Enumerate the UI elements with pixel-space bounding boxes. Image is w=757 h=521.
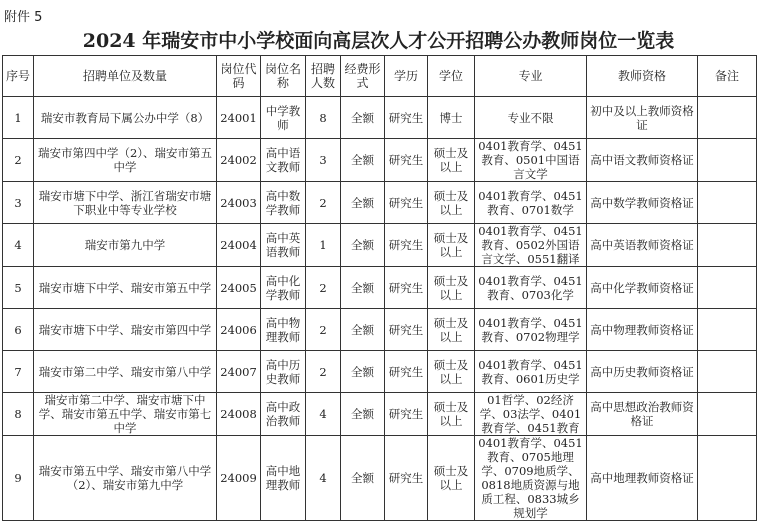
cell-certificate: 高中数学教师资格证 <box>587 182 698 224</box>
cell-certificate: 高中物理教师资格证 <box>587 309 698 351</box>
header-seq: 序号 <box>3 56 34 97</box>
cell-position: 中学教师 <box>261 97 306 139</box>
cell-code: 24007 <box>217 351 261 393</box>
cell-count: 2 <box>306 351 341 393</box>
cell-seq: 8 <box>3 393 34 436</box>
cell-education: 研究生 <box>385 182 428 224</box>
cell-unit: 瑞安市第二中学、瑞安市塘下中学、瑞安市第五中学、瑞安市第七中学 <box>34 393 217 436</box>
header-certificate: 教师资格 <box>587 56 698 97</box>
cell-code: 24002 <box>217 139 261 182</box>
cell-education: 研究生 <box>385 393 428 436</box>
cell-count: 2 <box>306 182 341 224</box>
cell-count: 8 <box>306 97 341 139</box>
cell-major: 0401教育学、0451教育、0501中国语言文学 <box>475 139 587 182</box>
cell-major: 0401教育学、0451教育、0703化学 <box>475 267 587 309</box>
cell-unit: 瑞安市第四中学（2）、瑞安市第五中学 <box>34 139 217 182</box>
cell-code: 24006 <box>217 309 261 351</box>
table-row <box>3 267 757 309</box>
cell-remarks <box>698 309 757 351</box>
cell-certificate: 高中思想政治教师资格证 <box>587 393 698 436</box>
table-row <box>3 309 757 351</box>
table-row <box>3 182 757 224</box>
cell-major: 0401教育学、0451教育、0702物理学 <box>475 309 587 351</box>
cell-major: 01哲学、02经济学、03法学、0401教育学、0451教育 <box>475 393 587 436</box>
cell-unit: 瑞安市第二中学、瑞安市第八中学 <box>34 351 217 393</box>
cell-count: 3 <box>306 139 341 182</box>
table-row <box>3 97 757 139</box>
cell-remarks <box>698 436 757 521</box>
cell-code: 24005 <box>217 267 261 309</box>
cell-unit: 瑞安市教育局下属公办中学（8） <box>34 97 217 139</box>
cell-position: 高中政治教师 <box>261 393 306 436</box>
cell-degree: 硕士及以上 <box>428 351 475 393</box>
cell-degree: 硕士及以上 <box>428 224 475 267</box>
cell-remarks <box>698 139 757 182</box>
cell-position: 高中化学教师 <box>261 267 306 309</box>
cell-seq: 5 <box>3 267 34 309</box>
cell-remarks <box>698 97 757 139</box>
cell-count: 2 <box>306 267 341 309</box>
cell-position: 高中物理教师 <box>261 309 306 351</box>
header-funding: 经费形式 <box>341 56 385 97</box>
cell-education: 研究生 <box>385 97 428 139</box>
cell-unit: 瑞安市第九中学 <box>34 224 217 267</box>
cell-code: 24009 <box>217 436 261 521</box>
header-count: 招聘人数 <box>306 56 341 97</box>
cell-education: 研究生 <box>385 139 428 182</box>
cell-education: 研究生 <box>385 351 428 393</box>
cell-remarks <box>698 182 757 224</box>
cell-degree: 硕士及以上 <box>428 436 475 521</box>
cell-unit: 瑞安市第五中学、瑞安市第八中学（2）、瑞安市第九中学 <box>34 436 217 521</box>
cell-position: 高中历史教师 <box>261 351 306 393</box>
cell-funding: 全额 <box>341 224 385 267</box>
cell-position: 高中数学教师 <box>261 182 306 224</box>
positions-table <box>2 55 757 521</box>
cell-position: 高中语文教师 <box>261 139 306 182</box>
cell-remarks <box>698 351 757 393</box>
cell-position: 高中地理教师 <box>261 436 306 521</box>
cell-degree: 硕士及以上 <box>428 309 475 351</box>
cell-remarks <box>698 393 757 436</box>
cell-count: 4 <box>306 393 341 436</box>
page-title: 2024 年瑞安市中小学校面向高层次人才公开招聘公办教师岗位一览表 <box>82 30 675 52</box>
cell-seq: 3 <box>3 182 34 224</box>
cell-seq: 7 <box>3 351 34 393</box>
cell-education: 研究生 <box>385 224 428 267</box>
header-remarks: 备注 <box>698 56 757 97</box>
cell-degree: 硕士及以上 <box>428 393 475 436</box>
table-row <box>3 224 757 267</box>
cell-seq: 4 <box>3 224 34 267</box>
cell-unit: 瑞安市塘下中学、瑞安市第四中学 <box>34 309 217 351</box>
cell-certificate: 高中语文教师资格证 <box>587 139 698 182</box>
cell-certificate: 高中地理教师资格证 <box>587 436 698 521</box>
cell-major: 0401教育学、0451教育、0601历史学 <box>475 351 587 393</box>
cell-code: 24003 <box>217 182 261 224</box>
cell-certificate: 高中化学教师资格证 <box>587 267 698 309</box>
cell-funding: 全额 <box>341 267 385 309</box>
header-unit: 招聘单位及数量 <box>34 56 217 97</box>
cell-count: 2 <box>306 309 341 351</box>
cell-count: 1 <box>306 224 341 267</box>
header-degree: 学位 <box>428 56 475 97</box>
cell-degree: 博士 <box>428 97 475 139</box>
header-education: 学历 <box>385 56 428 97</box>
table-row <box>3 436 757 521</box>
cell-seq: 9 <box>3 436 34 521</box>
header-row <box>3 56 757 97</box>
header-major: 专业 <box>475 56 587 97</box>
cell-count: 4 <box>306 436 341 521</box>
cell-education: 研究生 <box>385 436 428 521</box>
cell-certificate: 高中英语教师资格证 <box>587 224 698 267</box>
cell-funding: 全额 <box>341 393 385 436</box>
cell-unit: 瑞安市塘下中学、瑞安市第五中学 <box>34 267 217 309</box>
table-row <box>3 393 757 436</box>
cell-education: 研究生 <box>385 267 428 309</box>
cell-degree: 硕士及以上 <box>428 267 475 309</box>
cell-funding: 全额 <box>341 182 385 224</box>
cell-seq: 6 <box>3 309 34 351</box>
cell-funding: 全额 <box>341 351 385 393</box>
cell-code: 24001 <box>217 97 261 139</box>
header-code: 岗位代码 <box>217 56 261 97</box>
table-row <box>3 139 757 182</box>
cell-funding: 全额 <box>341 309 385 351</box>
cell-funding: 全额 <box>341 139 385 182</box>
cell-position: 高中英语教师 <box>261 224 306 267</box>
table-row <box>3 351 757 393</box>
cell-degree: 硕士及以上 <box>428 139 475 182</box>
attachment-label: 附件 5 <box>4 10 43 25</box>
cell-certificate: 高中历史教师资格证 <box>587 351 698 393</box>
cell-certificate: 初中及以上教师资格证 <box>587 97 698 139</box>
cell-major: 0401教育学、0451教育、0701数学 <box>475 182 587 224</box>
cell-code: 24004 <box>217 224 261 267</box>
cell-funding: 全额 <box>341 436 385 521</box>
cell-remarks <box>698 224 757 267</box>
cell-code: 24008 <box>217 393 261 436</box>
cell-major: 专业不限 <box>475 97 587 139</box>
cell-unit: 瑞安市塘下中学、浙江省瑞安市塘下职业中等专业学校 <box>34 182 217 224</box>
header-position: 岗位名称 <box>261 56 306 97</box>
cell-seq: 2 <box>3 139 34 182</box>
cell-funding: 全额 <box>341 97 385 139</box>
cell-seq: 1 <box>3 97 34 139</box>
cell-education: 研究生 <box>385 309 428 351</box>
cell-remarks <box>698 267 757 309</box>
cell-major: 0401教育学、0451教育、0705地理学、0709地质学、0818地质资源与地质工程、0833城乡规划学 <box>475 436 587 521</box>
cell-major: 0401教育学、0451教育、0502外国语言文学、0551翻译 <box>475 224 587 267</box>
cell-degree: 硕士及以上 <box>428 182 475 224</box>
